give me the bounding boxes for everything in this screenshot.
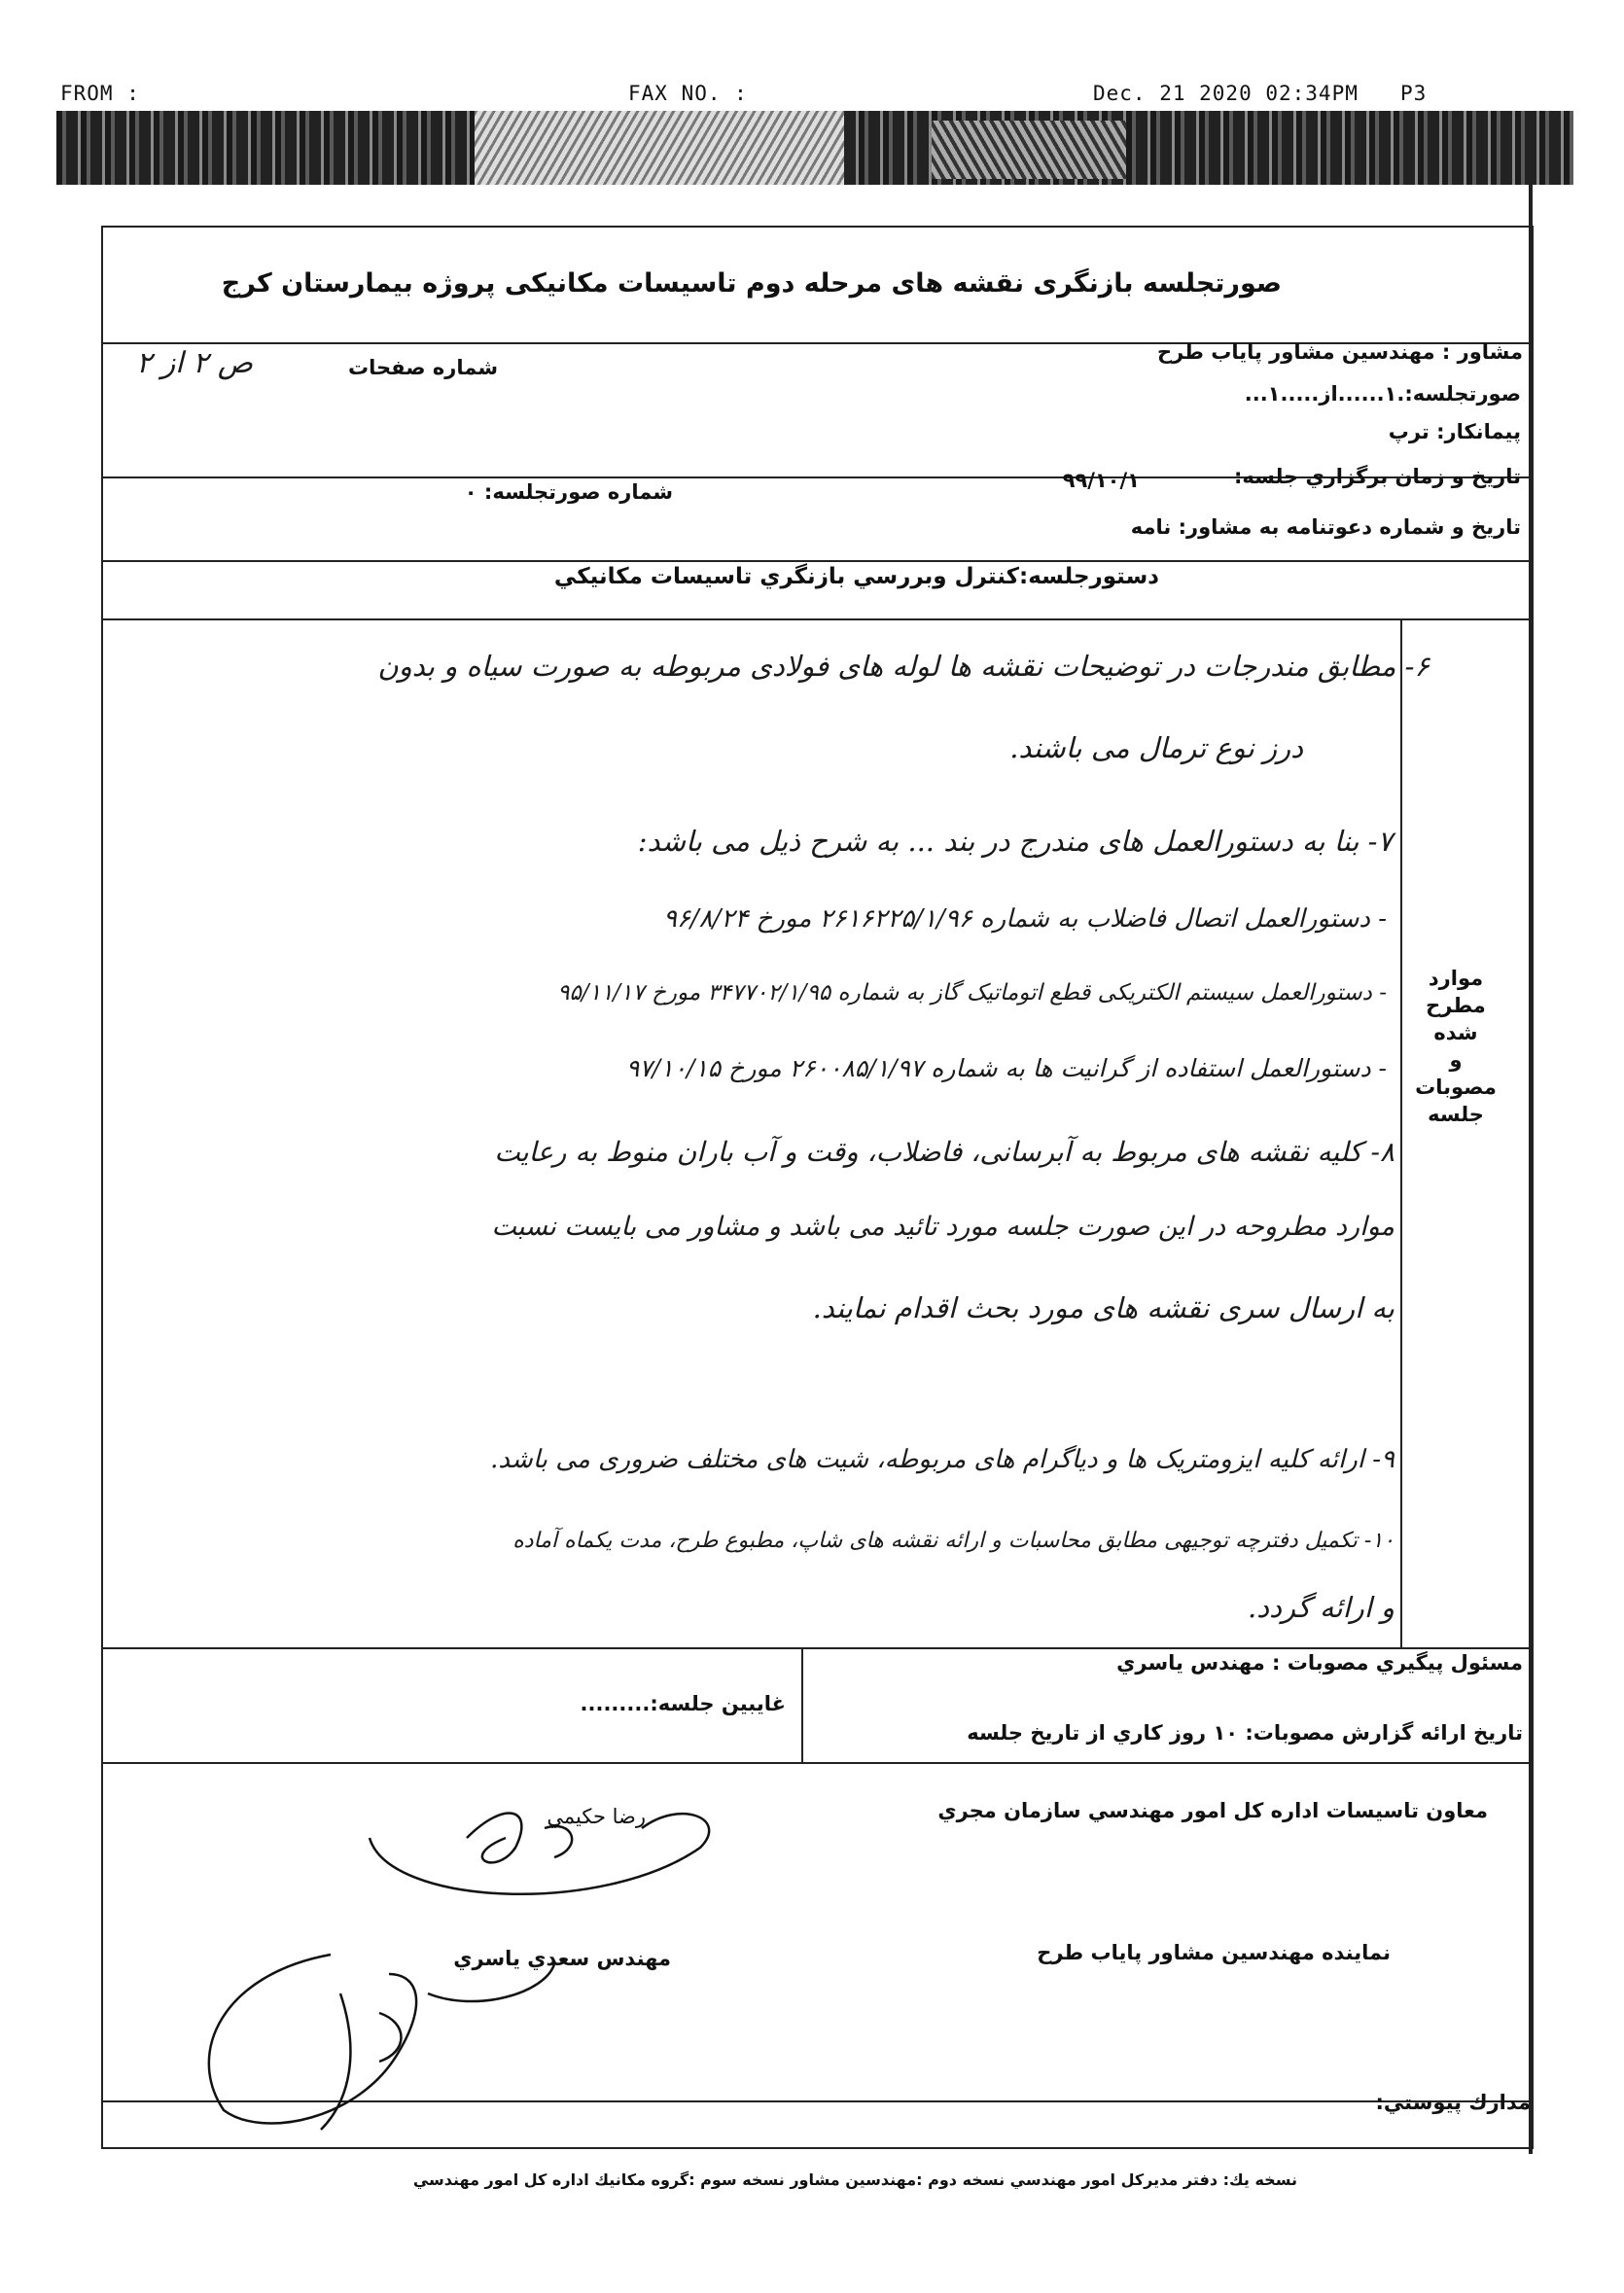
handwritten-line-4: - دستورالعمل اتصال فاضلاب به شماره ۲۶۱۶۲۲۵/۱/۹۶ مورخ ۹۶/۸/۲۴ [662, 904, 1387, 934]
handwritten-line-11: ۱۰- تکمیل دفترچه توجیهی مطابق محاسبات و ارائه نقشه های شاپ، مطبوع طرح، مدت یکماه آماده [512, 1529, 1395, 1553]
side-label-divider [1400, 618, 1402, 1647]
deputy-title: معاون تاسيسات اداره كل امور مهندسي سازمان مجري [937, 1799, 1488, 1822]
consultant-rep-title: نماينده مهندسين مشاور پاياب طرح [1037, 1941, 1391, 1964]
handwritten-line-5: - دستورالعمل سیستم الکتریکی قطع اتوماتیک گاز به شماره ۳۴۷۷۰۲/۱/۹۵ مورخ ۹۵/۱۱/۱۷ [557, 980, 1387, 1005]
consultant-signature-image [185, 1935, 564, 2139]
followup-divider [801, 1647, 803, 1762]
handwritten-line-10: ۹- ارائه کلیه ایزومتریک ها و دیاگرام های مربوطه، شیت های مختلف ضروری می باشد. [490, 1445, 1395, 1474]
deputy-signature-image [350, 1780, 739, 1916]
consultant-line: مشاور : مهندسین مشاور پایاب طرح [1156, 340, 1523, 364]
handwritten-line-1: ۶- مطابق مندرجات در توضیحات نقشه ها لوله های فولادی مربوطه به صورت سیاه و بدون [377, 650, 1430, 683]
meeting-date-value: ۹۹/۱۰/۱ [1062, 469, 1140, 492]
contractor-line: پیمانکار: ترپ [1388, 420, 1521, 443]
rule-followup [101, 1762, 1534, 1764]
fax-page: P3 [1400, 82, 1428, 105]
minutes-count-line: صورتجلسه:.۱......از.....۱... [1244, 382, 1521, 406]
handwritten-line-7: ۸- کلیه نقشه های مربوط به آبرسانی، فاضلاب، وقت و آب باران منوط به رعایت [494, 1136, 1395, 1168]
form-right-edge [1529, 175, 1533, 2154]
fax-date-time: Dec. 21 2020 02:34PM [1093, 82, 1359, 105]
handwritten-line-2: درز نوع ترمال می باشند. [1009, 731, 1303, 764]
handwritten-line-3: ۷- بنا به دستورالعمل های مندرج در بند ... به شرح ذیل می باشد: [637, 825, 1393, 858]
invitation-line: تاريخ و شماره دعوتنامه به مشاور: نامه [1130, 515, 1521, 539]
rule-agenda [101, 618, 1534, 620]
consultant-rep-name: مهندس سعدي ياسري [453, 1947, 671, 1970]
form-title: صورتجلسه بازنگری نقشه های مرحله دوم تاسیسات مکانیکی پروژه بیمارستان کرج [221, 268, 1282, 299]
pages-label: شماره صفحات [348, 356, 498, 379]
copy-distribution: نسخه يك: دفتر مديركل امور مهندسي نسخه دوم :مهندسين مشاور نسخه سوم :گروه مكانيك اداره كل امور مهندسي [412, 2170, 1297, 2189]
handwritten-line-12: و ارائه گردد. [1247, 1591, 1395, 1624]
meeting-date-label: تاريخ و زمان برگزاري جلسه: [1233, 465, 1521, 488]
followup-responsible: مسئول پيگيري مصوبات : مهندس ياسري [1116, 1651, 1523, 1675]
report-deadline: تاريخ ارائه گزارش مصوبات: ۱۰ روز كاري از تاريخ جلسه [967, 1721, 1523, 1745]
deputy-name: رضا حكيمي [547, 1805, 646, 1828]
rule-date [101, 560, 1534, 562]
form-frame [101, 226, 1534, 2149]
header-banner-image [56, 111, 1573, 185]
pages-value: ص ۲ از ۲ [136, 346, 253, 380]
fax-number: FAX NO. : [628, 82, 748, 105]
handwritten-line-9: به ارسال سری نقشه های مورد بحث اقدام نمایند. [812, 1291, 1395, 1324]
side-label: موارد مطرح شده و مصوبات جلسه [1415, 967, 1497, 1126]
minutes-number: شماره صورتجلسه: ۰ [464, 480, 673, 504]
agenda-line: دستورجلسه:كنترل وبررسي بازنگري تاسيسات مكانيكي [553, 564, 1159, 589]
attachments-line: مدارك پيوستي: [1375, 2091, 1531, 2114]
handwritten-line-8: موارد مطروحه در این صورت جلسه مورد تائید می باشد و مشاور می بایست نسبت [491, 1212, 1395, 1242]
fax-from: FROM : [60, 82, 140, 105]
handwritten-line-6: - دستورالعمل استفاده از گرانیت ها به شماره ۲۶۰۰۸۵/۱/۹۷ مورخ ۹۷/۱۰/۱۵ [625, 1054, 1387, 1082]
absentees-line: غايبين جلسه:......... [580, 1692, 786, 1715]
rule-body [101, 1647, 1534, 1649]
